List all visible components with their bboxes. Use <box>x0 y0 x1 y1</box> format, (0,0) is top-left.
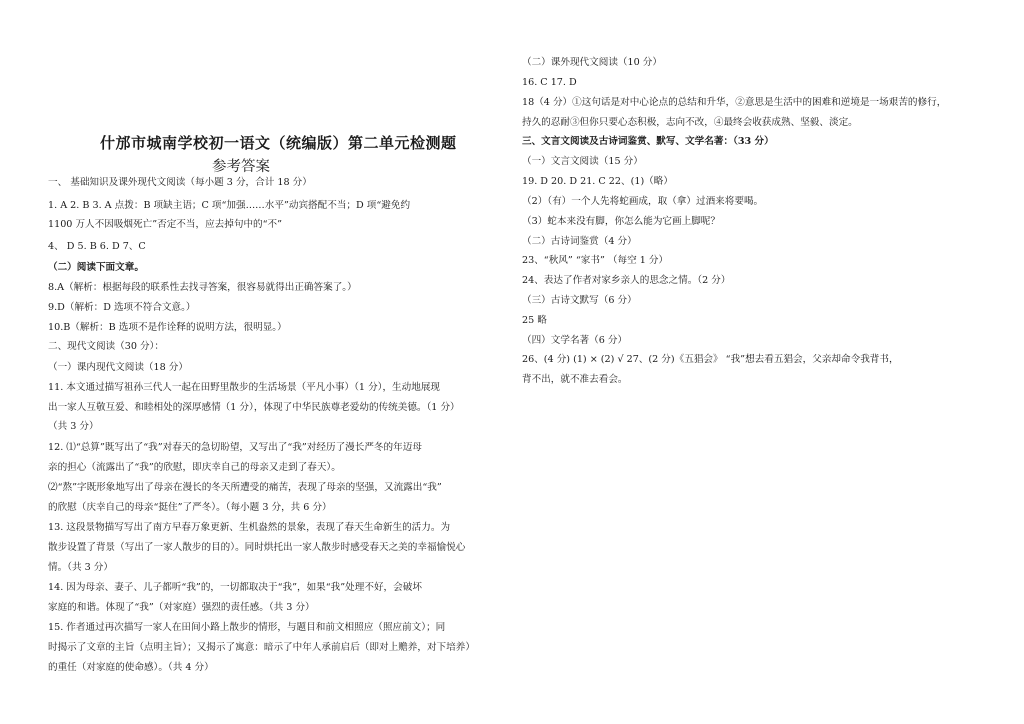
page-title: 什邡市城南学校初一语文（统编版）第二单元检测题 <box>100 134 457 152</box>
section-heading: （二）古诗词鉴赏（4 分） <box>522 236 637 247</box>
answer-line: 24、表达了作者对家乡亲人的思念之情。（2 分） <box>522 275 731 286</box>
section-heading: （二）阅读下面文章。 <box>48 262 144 273</box>
page-subtitle: 参考答案 <box>212 159 270 175</box>
answer-line: 散步设置了背景（写出了一家人散步的目的）。同时烘托出一家人散步时感受春天之美的幸福愉悦心 <box>48 542 466 553</box>
answer-line: 13. 这段景物描写写出了南方早春万象更新、生机盎然的景象，表现了春天生命新生的活力。为 <box>48 522 451 533</box>
answer-line: 的欣慰（庆幸自己的母亲“挺住”了严冬）。（每小题 3 分，共 6 分） <box>48 502 332 513</box>
answer-line: 14. 因为母亲、妻子、儿子都听“我”的，一切都取决于“我”，如果“我”处理不好，会破坏 <box>48 582 422 593</box>
answer-line: 19. D 20. D 21. C 22、(1)（略） <box>522 176 673 187</box>
answer-line: 背不出，就不准去看会。 <box>522 374 628 385</box>
section-heading: （四）文学名著（6 分） <box>522 335 628 346</box>
answer-line: ⑵“熬”字既形象地写出了母亲在漫长的冬天所遭受的痛苦，表现了母亲的坚强，又流露出“我” <box>48 482 442 493</box>
answer-line: 16. C 17. D <box>522 77 577 88</box>
answer-line: 8.A（解析：根据每段的联系性去找寻答案，很容易就得出正确答案了。） <box>48 282 357 293</box>
answer-line: 18（4 分）①这句话是对中心论点的总结和升华，②意思是生活中的困难和逆境是一场艰苦的修行， <box>522 97 947 108</box>
answer-line: 持久的忍耐③但你只要心态积极，志向不改，④最终会收获成熟、坚毅、淡定。 <box>522 117 858 128</box>
answer-line: 25 略 <box>522 315 547 326</box>
section-heading: （一）课内现代文阅读（18 分） <box>48 362 188 373</box>
section-heading: 一、 基础知识及课外现代文阅读（每小题 3 分，合计 18 分） <box>48 177 312 188</box>
answer-line: 11. 本文通过描写祖孙三代人一起在田野里散步的生活场景（平凡小事）（1 分），生动地展现 <box>48 382 441 393</box>
answer-line: 12. ⑴“总算”既写出了“我”对春天的急切盼望，又写出了“我”对经历了漫长严冬的年迈母 <box>48 442 422 453</box>
answer-line: 亲的担心（流露出了“我”的欣慰，即庆幸自己的母亲又走到了春天）。 <box>48 462 341 473</box>
answer-line: 1100 万人不因吸烟死亡”否定不当，应去掉句中的“不” <box>48 219 283 230</box>
answer-line: 1. A 2. B 3. A 点拨：B 项缺主语；C 项“加强……水平”动宾搭配不当；D 项“避免约 <box>48 200 411 211</box>
section-heading: （一）文言文阅读（15 分） <box>522 156 643 167</box>
answer-line: 26、(4 分) (1) × (2) √ 27、(2 分)《五猖会》 “我”想去看五猖会，父亲却命令我背书， <box>522 354 899 365</box>
answer-line: 情。（共 3 分） <box>48 562 113 573</box>
section-heading: （二）课外现代文阅读（10 分） <box>522 57 662 68</box>
answer-line: 23、“秋风” “家书” （每空 1 分） <box>522 255 669 266</box>
section-heading: （三）古诗文默写（6 分） <box>522 295 637 306</box>
answer-line: 家庭的和谐。体现了“我”（对家庭）强烈的责任感。（共 3 分） <box>48 602 315 613</box>
answer-line: 出一家人互敬互爱、和睦相处的深厚感情（1 分），体现了中华民族尊老爱幼的传统美德。（1 分） <box>48 402 460 413</box>
answer-line: 15. 作者通过再次描写一家人在田间小路上散步的情形，与题目和前文相照应（照应前文）；同 <box>48 622 446 633</box>
answer-line: 10.B（解析：B 选项不是作诠释的说明方法，很明显。） <box>48 322 287 333</box>
answer-line: （3）蛇本来没有脚，你怎么能为它画上脚呢？ <box>522 216 720 227</box>
section-heading: 三、文言文阅读及古诗词鉴赏、默写、文学名著：（33 分） <box>522 136 774 147</box>
section-heading: 二、现代文阅读（30 分）： <box>48 341 164 352</box>
answer-line: 时揭示了文章的主旨（点明主旨）；又揭示了寓意：暗示了中年人承前启后（即对上赡养，对下培养） <box>48 642 475 653</box>
answer-line: 9.D（解析：D 选项不符合文意。） <box>48 302 196 313</box>
answer-line: （共 3 分） <box>48 421 99 432</box>
answer-line: 4、 D 5. B 6. D 7、C <box>48 241 146 252</box>
answer-line: （2）（有）一个人先将蛇画成，取（拿）过酒来将要喝。 <box>522 196 764 207</box>
answer-line: 的重任（对家庭的使命感）。（共 4 分） <box>48 662 214 673</box>
